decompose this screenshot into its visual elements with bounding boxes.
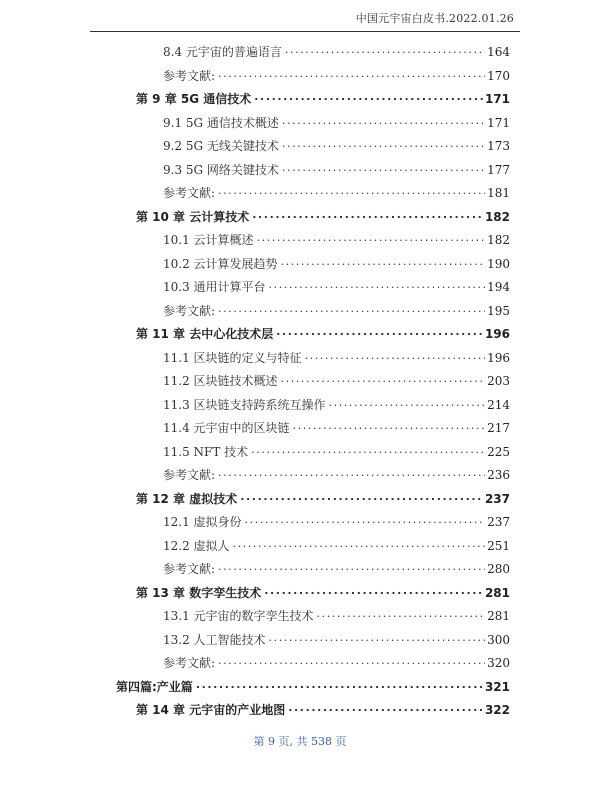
toc-entry-title: 参考文献: [163,303,216,318]
toc-entry-title: 参考文献: [163,186,216,200]
toc-entry-page-number: 281 [487,609,510,623]
toc-entry-page-number: 196 [484,327,510,341]
toc-entry-section[interactable] [163,627,510,647]
toc-entry-title: 12.2 虚拟人 [163,538,230,553]
toc-dot-leader [218,184,485,198]
toc-entry-page-number: 171 [484,92,510,106]
toc-dot-leader [282,114,485,128]
page-indicator: 第 9 页, 共 538 页 [253,735,347,748]
toc-entry-page-number: 225 [487,444,510,459]
toc-entry-page-number: 177 [487,162,510,177]
toc-entry-page-number: 214 [487,397,510,412]
toc-entry-title: 10.1 云计算概述 [163,233,254,247]
toc-entry-chapter[interactable] [136,321,510,341]
document-header-title: 中国元宇宙白皮书.2022.01.26 [355,12,514,25]
toc-dot-leader [276,325,483,339]
toc-entry-section[interactable] [163,274,510,294]
toc-entry-section[interactable] [163,180,510,200]
toc-entry-title: 9.1 5G 通信技术概述 [163,115,279,130]
toc-dot-leader [317,607,486,621]
toc-entry-section[interactable] [163,227,510,247]
toc-entry-title: 参考文献: [163,468,216,482]
toc-dot-leader [251,443,485,457]
toc-entry-page-number: 164 [487,45,510,59]
header-rule [90,31,520,32]
toc-entry-page-number: 190 [487,256,510,271]
toc-entry-title: 第 12 章 虚拟技术 [136,491,238,506]
toc-entry-title: 13.2 人工智能技术 [163,632,266,647]
toc-dot-leader [281,255,486,269]
toc-entry-page-number: 321 [484,679,510,694]
toc-entry-section[interactable] [163,298,510,318]
toc-entry-page-number: 182 [487,233,510,247]
toc-entry-chapter[interactable] [136,204,510,224]
toc-dot-leader [196,678,483,692]
toc-entry-page-number: 280 [487,562,510,576]
toc-entry-chapter[interactable] [136,486,510,506]
toc-entry-title: 9.2 5G 无线关键技术 [163,139,279,153]
toc-entry-title: 第 14 章 元宇宙的产业地图 [136,703,286,717]
toc-dot-leader [281,372,486,386]
toc-entry-section[interactable] [163,345,510,365]
toc-entry-title: 11.4 元宇宙中的区块链 [163,421,290,435]
toc-dot-leader [257,231,486,245]
toc-entry-section[interactable] [163,63,510,83]
toc-entry-chapter[interactable] [136,86,510,106]
toc-entry-page-number: 196 [487,350,510,365]
toc-entry-page-number: 173 [487,139,510,153]
toc-entry-section[interactable] [163,533,510,553]
toc-entry-page-number: 300 [487,632,510,647]
toc-dot-leader [293,419,486,433]
toc-dot-leader [218,560,485,574]
toc-entry-page-number: 217 [487,421,510,435]
toc-entry-page-number: 170 [487,68,510,83]
toc-entry-title: 13.1 元宇宙的数字孪生技术 [163,609,314,623]
toc-entry-chapter[interactable] [136,580,510,600]
toc-entry-title: 11.2 区块链技术概述 [163,374,278,388]
toc-entry-title: 11.5 NFT 技术 [163,444,249,459]
toc-entry-page-number: 181 [487,186,510,200]
toc-entry-title: 参考文献: [163,656,216,670]
toc-entry-page-number: 237 [487,515,510,529]
toc-entry-title: 11.3 区块链支持跨系统互操作 [163,397,326,412]
toc-entry-title: 第 13 章 数字孪生技术 [136,585,262,600]
toc-entry-section[interactable] [163,368,510,388]
toc-entry-page-number: 237 [484,491,510,506]
toc-entry-section[interactable] [163,392,510,412]
toc-entry-section[interactable] [163,157,510,177]
toc-entry-section[interactable] [163,415,510,435]
toc-entry-title: 10.3 通用计算平台 [163,280,266,294]
toc-entry-title: 第 11 章 去中心化技术层 [136,327,274,341]
toc-entry-section[interactable] [163,556,510,576]
toc-dot-leader [218,302,485,316]
toc-entry-page-number: 194 [487,280,510,294]
toc-dot-leader [288,701,483,715]
toc-entry-page-number: 171 [487,115,510,130]
toc-dot-leader [282,137,485,151]
toc-entry-page-number: 281 [484,585,510,600]
toc-dot-leader [269,278,486,292]
toc-entry-title: 10.2 云计算发展趋势 [163,256,278,271]
toc-entry-page-number: 182 [484,209,510,224]
toc-entry-chapter[interactable] [136,697,510,717]
toc-entry-page-number: 322 [484,703,510,717]
toc-dot-leader [285,43,485,57]
toc-dot-leader [329,396,486,410]
toc-dot-leader [252,208,483,222]
toc-entry-title: 8.4 元宇宙的普遍语言 [163,45,282,59]
toc-dot-leader [218,466,485,480]
toc-entry-part[interactable] [116,674,510,694]
toc-entry-title: 参考文献: [163,68,216,83]
toc-entry-section[interactable] [163,39,510,59]
toc-dot-leader [254,90,483,104]
toc-entry-section[interactable] [163,509,510,529]
toc-entry-section[interactable] [163,650,510,670]
toc-entry-title: 第 10 章 云计算技术 [136,209,250,224]
toc-entry-title: 第四篇:产业篇 [116,679,193,694]
toc-entry-section[interactable] [163,110,510,130]
toc-dot-leader [282,161,485,175]
toc-entry-page-number: 203 [487,374,510,388]
toc-entry-title: 11.1 区块链的定义与特征 [163,350,302,365]
toc-entry-section[interactable] [163,251,510,271]
toc-entry-section[interactable] [163,603,510,623]
toc-entry-page-number: 251 [487,538,510,553]
toc-entry-page-number: 236 [487,468,510,482]
toc-entry-title: 9.3 5G 网络关键技术 [163,162,279,177]
toc-entry-section[interactable] [163,133,510,153]
toc-dot-leader [218,654,485,668]
toc-entry-page-number: 320 [487,656,510,670]
toc-dot-leader [218,67,485,81]
toc-entry-section[interactable] [163,462,510,482]
toc-entry-page-number: 195 [487,303,510,318]
toc-dot-leader [245,513,486,527]
toc-entry-section[interactable] [163,439,510,459]
toc-dot-leader [264,584,483,598]
toc-entry-title: 12.1 虚拟身份 [163,515,242,529]
toc-dot-leader [233,537,486,551]
toc-dot-leader [269,631,486,645]
toc-entry-title: 第 9 章 5G 通信技术 [136,92,252,106]
toc-dot-leader [305,349,486,363]
toc-entry-title: 参考文献: [163,562,216,576]
toc-dot-leader [240,490,483,504]
